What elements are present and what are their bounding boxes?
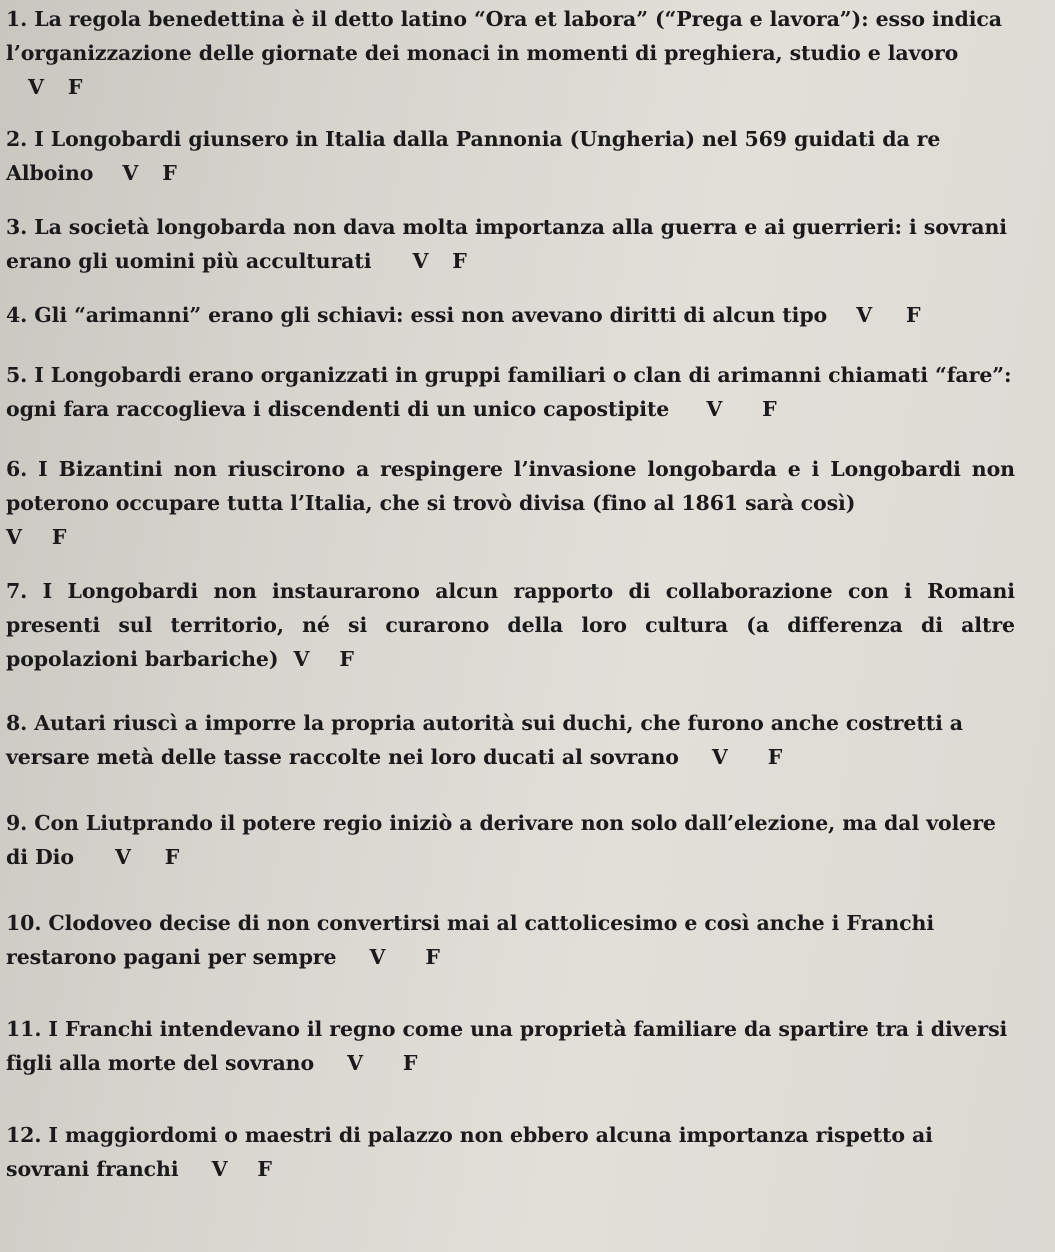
true-option[interactable]: V xyxy=(122,161,139,185)
false-option[interactable]: F xyxy=(67,75,83,99)
true-option[interactable]: V xyxy=(211,1157,228,1181)
question-number: 12. xyxy=(6,1123,42,1147)
true-false-options xyxy=(6,75,82,99)
question-text: I maggiordomi o maestri di palazzo non ebbero alcuna importanza rispetto ai sovrani franchi xyxy=(6,1123,933,1181)
question-1 xyxy=(6,2,1015,104)
question-number: 4. xyxy=(6,303,28,327)
question-text: I Bizantini non riuscirono a respingere l’invasione longobarda e i Longobardi non poterono occupare tutta l’Italia, che si trovò divisa (fino al 1861 sarà così) xyxy=(6,457,1015,515)
true-option[interactable]: V xyxy=(369,945,386,969)
question-text: Con Liutprando il potere regio iniziò a derivare non solo dall’elezione, ma dal volere di Dio xyxy=(6,811,996,869)
question-5 xyxy=(6,358,1015,426)
true-false-options xyxy=(676,397,776,421)
false-option[interactable]: F xyxy=(767,745,783,769)
question-text: I Longobardi erano organizzati in gruppi familiari o clan di arimanni chiamati “fare”: ogni fara raccoglieva i discendenti di un unico capostipite xyxy=(6,363,1012,421)
question-7 xyxy=(6,574,1015,676)
true-option[interactable]: V xyxy=(856,303,872,327)
true-option[interactable]: V xyxy=(28,75,44,99)
true-false-options xyxy=(286,647,354,671)
question-11 xyxy=(6,1012,1015,1080)
question-3 xyxy=(6,210,1015,278)
true-false-options xyxy=(6,525,66,549)
true-false-options xyxy=(686,745,782,769)
true-option[interactable]: V xyxy=(293,647,310,671)
false-option[interactable]: F xyxy=(164,845,180,869)
question-number: 7. xyxy=(6,579,28,603)
false-option[interactable]: F xyxy=(402,1051,418,1075)
question-number: 8. xyxy=(6,711,28,735)
question-number: 6. xyxy=(6,457,28,481)
question-text: I Franchi intendevano il regno come una proprietà familiare da spartire tra i diversi figli alla morte del sovrano xyxy=(6,1017,1008,1075)
false-option[interactable]: F xyxy=(339,647,354,671)
false-option[interactable]: F xyxy=(762,397,777,421)
true-option[interactable]: V xyxy=(711,745,728,769)
false-option[interactable]: F xyxy=(162,161,177,185)
question-4 xyxy=(6,298,1015,332)
question-text: La società longobarda non dava molta importanza alla guerra e ai guerrieri: i sovrani erano gli uomini più acculturati xyxy=(6,215,1007,273)
question-number: 9. xyxy=(6,811,28,835)
question-12 xyxy=(6,1118,1015,1186)
true-option[interactable]: V xyxy=(6,525,22,549)
false-option[interactable]: F xyxy=(906,303,921,327)
false-option[interactable]: F xyxy=(257,1157,272,1181)
question-number: 2. xyxy=(6,127,28,151)
question-2 xyxy=(6,122,1015,190)
question-9 xyxy=(6,806,1015,874)
question-number: 5. xyxy=(6,363,28,387)
question-text: Clodoveo decise di non convertirsi mai al cattolicesimo e così anche i Franchi restarono pagani per sempre xyxy=(6,911,935,969)
true-option[interactable]: V xyxy=(412,249,429,273)
true-false-options xyxy=(344,945,440,969)
true-false-options xyxy=(834,303,920,327)
false-option[interactable]: F xyxy=(51,525,67,549)
false-option[interactable]: F xyxy=(452,249,467,273)
question-text: Gli “arimanni” erano gli schiavi: essi non avevano diritti di alcun tipo xyxy=(34,303,828,327)
question-text: La regola benedettina è il detto latino “Ora et labora” (“Prega e lavora”): esso indica l’organizzazione delle giornate dei monaci in momenti di preghiera, studio e lavoro xyxy=(6,7,1002,65)
question-number: 11. xyxy=(6,1017,42,1041)
true-option[interactable]: V xyxy=(114,845,131,869)
question-8 xyxy=(6,706,1015,774)
true-option[interactable]: V xyxy=(347,1051,363,1075)
question-10 xyxy=(6,906,1015,974)
question-text: Autari riuscì a imporre la propria autorità sui duchi, che furono anche costretti a versare metà delle tasse raccolte nei loro ducati al sovrano xyxy=(6,711,963,769)
true-false-options xyxy=(378,249,466,273)
false-option[interactable]: F xyxy=(425,945,440,969)
true-false-options xyxy=(321,1051,417,1075)
question-text: I Longobardi non instaurarono alcun rapporto di collaborazione con i Romani presenti sul territorio, né si curarono della loro cultura (a differenza di altre popolazioni barbariche) xyxy=(6,579,1015,671)
question-6 xyxy=(6,452,1015,554)
true-false-options xyxy=(186,1157,272,1181)
true-false-options xyxy=(100,161,176,185)
question-text: I Longobardi giunsero in Italia dalla Pannonia (Ungheria) nel 569 guidati da re Alboino xyxy=(6,127,941,185)
true-false-options xyxy=(81,845,179,869)
question-number: 3. xyxy=(6,215,28,239)
question-number: 10. xyxy=(6,911,42,935)
true-option[interactable]: V xyxy=(706,397,723,421)
question-number: 1. xyxy=(6,7,28,31)
